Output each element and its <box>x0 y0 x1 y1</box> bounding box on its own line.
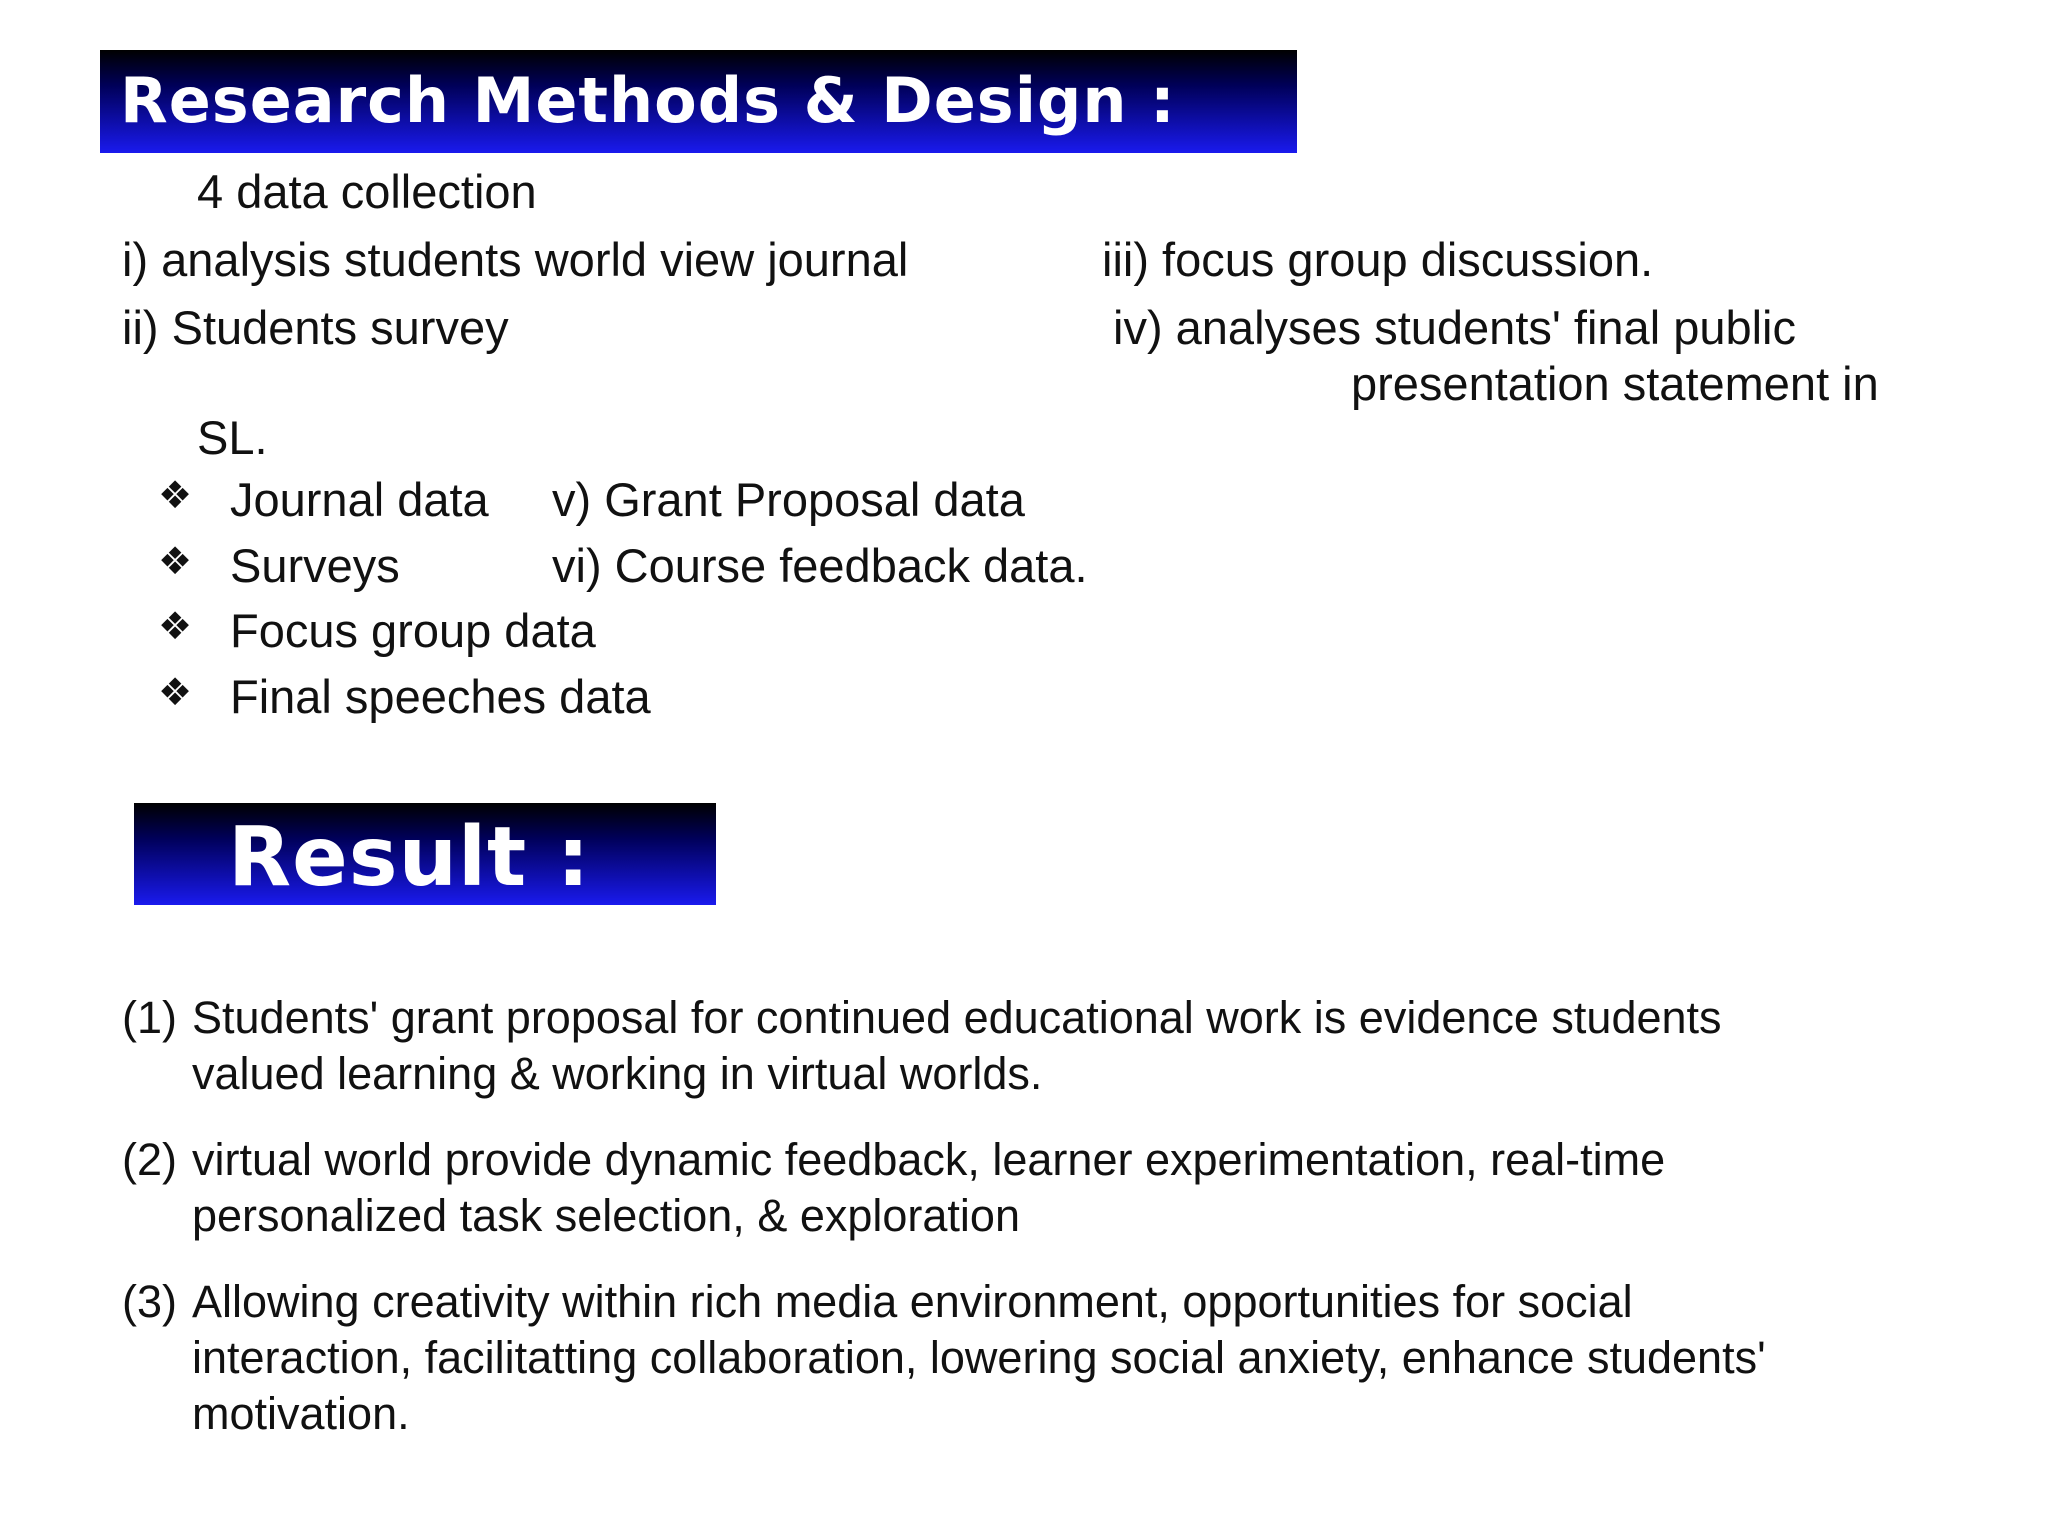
result-text: Students' grant proposal for continued educational work is evidence students valued learning & working in virtual worlds. <box>192 992 1722 1099</box>
method-item-4-end: SL. <box>197 411 268 464</box>
method-item-4-cont: presentation statement in <box>1351 357 1879 410</box>
methods-header <box>100 50 1297 153</box>
results-list <box>122 990 1922 1472</box>
diamond-cluster-icon: ❖ <box>158 606 193 648</box>
diamond-cluster-icon: ❖ <box>158 541 193 583</box>
bullet-extra-1: v) Grant Proposal data <box>552 473 1025 526</box>
result-number: (3) <box>122 1276 177 1327</box>
bullet-label-1: Journal data <box>230 473 489 526</box>
method-item-3: iii) focus group discussion. <box>1102 233 1654 286</box>
methods-heading: Research Methods & Design : <box>120 64 1176 137</box>
result-text: virtual world provide dynamic feedback, learner experimentation, real-time personalized task selection, & exploration <box>192 1134 1666 1241</box>
bullet-label-4: Final speeches data <box>230 670 651 723</box>
results-heading: Result : <box>228 810 591 905</box>
method-item-4: iv) analyses students' final public <box>1113 301 1796 354</box>
diamond-cluster-icon: ❖ <box>158 475 193 517</box>
result-item <box>122 990 1922 1102</box>
diamond-cluster-icon: ❖ <box>158 672 193 714</box>
results-header <box>134 803 716 905</box>
bullet-label-2: Surveys <box>230 539 400 592</box>
result-item <box>122 1132 1922 1244</box>
method-item-1: i) analysis students world view journal <box>122 233 909 286</box>
method-item-2: ii) Students survey <box>122 301 509 354</box>
intro-text: 4 data collection <box>197 165 537 218</box>
result-number: (2) <box>122 1134 177 1185</box>
result-text: Allowing creativity within rich media environment, opportunities for social interaction, facilitatting collaboration, lowering social anxiety, enhance students' motivation. <box>192 1276 1766 1439</box>
result-number: (1) <box>122 992 177 1043</box>
bullet-label-3: Focus group data <box>230 604 596 657</box>
bullet-extra-2: vi) Course feedback data. <box>552 539 1088 592</box>
result-item <box>122 1274 1922 1442</box>
